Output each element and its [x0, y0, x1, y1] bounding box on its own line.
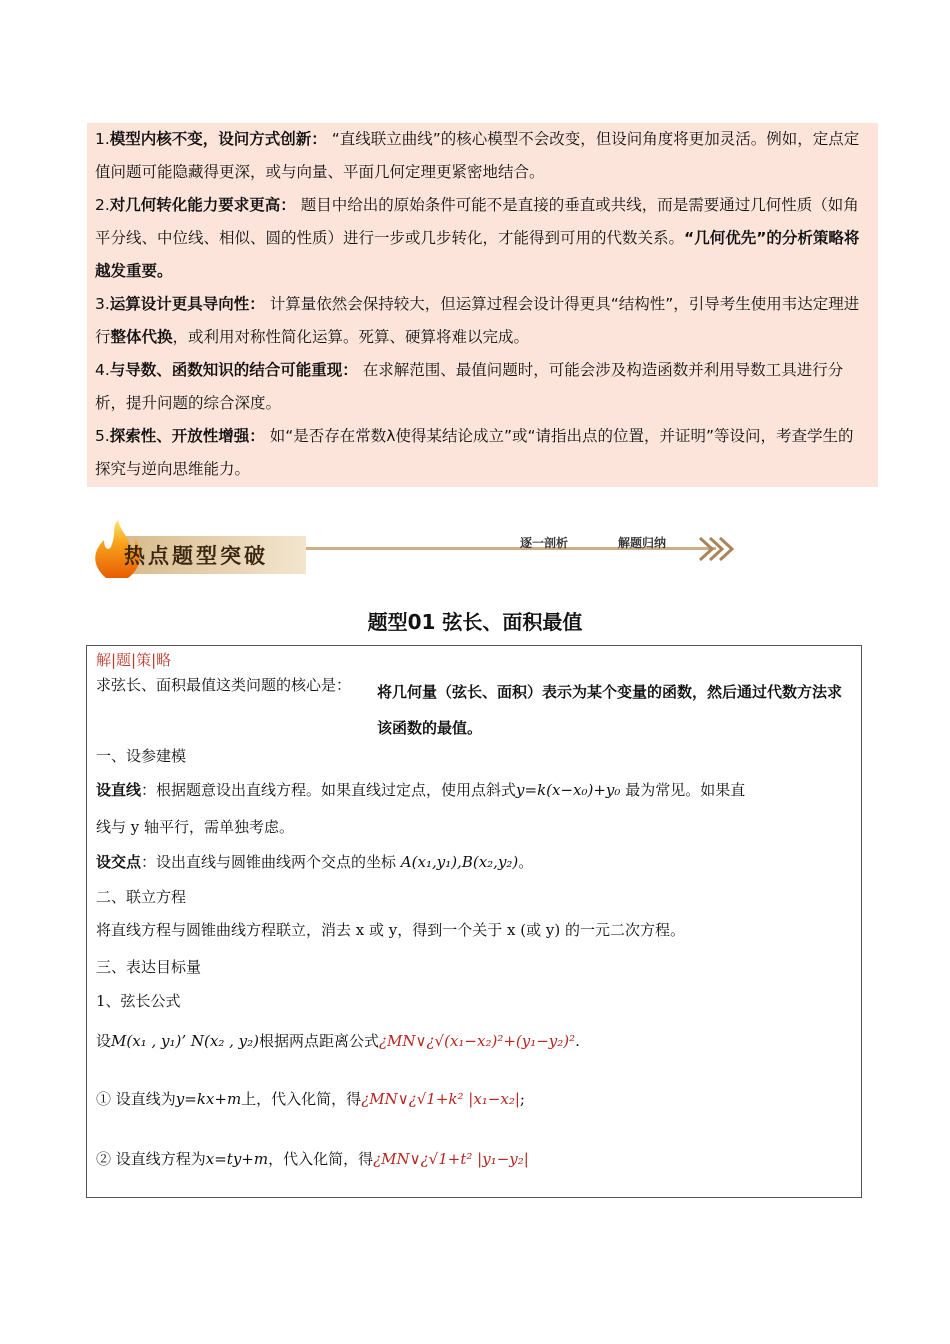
section-title: 题型01 弦长、面积最值 — [367, 610, 583, 634]
subheading-chord: 1、弦长公式 — [96, 992, 181, 1010]
set-line: 设直线：根据题意设出直线方程。如果直线过定点，使用点斜式y=k(x−x₀)+y₀ 最为常见。如果直 — [96, 781, 746, 799]
strategy-box — [86, 645, 862, 1198]
intro-bold: 将几何量（弦长、面积）表示为某个变量的函数，然后通过代数方法求该函数的最值。 — [377, 683, 843, 737]
trend-2: 2.对几何转化能力要求更高： 题目中给出的原始条件可能不是直接的垂直或共线，而是需要通过几何性质（如角平分线、中位线、相似、圆的性质）进行一步或几步转化，才能得到可用的代数关系。“几何优先”的分析策略将越发重要。 — [95, 196, 860, 280]
trend-3: 3.运算设计更具导向性： 计算量依然会保持较大，但运算过程会设计得更具“结构性”，引导考生使用韦达定理进行整体代换，或利用对称性简化运算。死算、硬算将难以完成。 — [95, 295, 860, 346]
heading-2: 二、联立方程 — [96, 888, 187, 906]
heading-1: 一、设参建模 — [96, 747, 187, 765]
trend-1: 1.模型内核不变，设问方式创新： “直线联立曲线”的核心模型不会改变，但设问角度将更加灵活。例如，定点定值问题可能隐藏得更深，或与向量、平面几何定理更紧密地结合。 — [95, 130, 860, 181]
hot-topic-banner — [88, 520, 748, 582]
intro-line-1: 求弦长、面积最值这类问题的核心是： — [96, 676, 352, 694]
heading-3: 三、表达目标量 — [96, 958, 202, 976]
combine-line: 将直线方程与圆锥曲线方程联立，消去 x 或 y，得到一个关于 x (或 y) 的一元二次方程。 — [96, 921, 685, 939]
banner-title: 热点题型突破 — [124, 543, 268, 568]
trend-5: 5.探索性、开放性增强： 如“是否存在常数λ使得某结论成立”或“请指出点的位置，并证明”等设问，考查学生的探究与逆向思维能力。 — [95, 427, 854, 478]
formula-k: ① 设直线为y=kx+m上，代入化简，得¿MN∨¿√1+k² |x₁−x₂|; — [96, 1090, 525, 1108]
formula-distance: 设M(x₁ , y₁)’ N(x₂ , y₂)根据两点距离公式¿MN∨¿√(x₁−x₂)²+(y₁−y₂)². — [96, 1032, 580, 1050]
formula-t: ② 设直线方程为x=ty+m，代入化简，得¿MN∨¿√1+t² |y₁−y₂| — [96, 1150, 529, 1168]
set-line-cont: 线与 y 轴平行，需单独考虑。 — [96, 818, 295, 836]
strategy-label: 解|题|策|略 — [96, 651, 172, 669]
trend-4: 4.与导数、函数知识的结合可能重现： 在求解范围、最值问题时，可能会涉及构造函数并利用导数工具进行分析，提升问题的综合深度。 — [95, 361, 844, 412]
set-points: 设交点：设出直线与圆锥曲线两个交点的坐标 A(x₁,y₁),B(x₂,y₂)。 — [96, 853, 534, 871]
banner-sub-1: 逐一剖析 — [520, 536, 569, 550]
trends-box — [87, 123, 878, 487]
banner-sub-2: 解题归纳 — [618, 536, 667, 550]
